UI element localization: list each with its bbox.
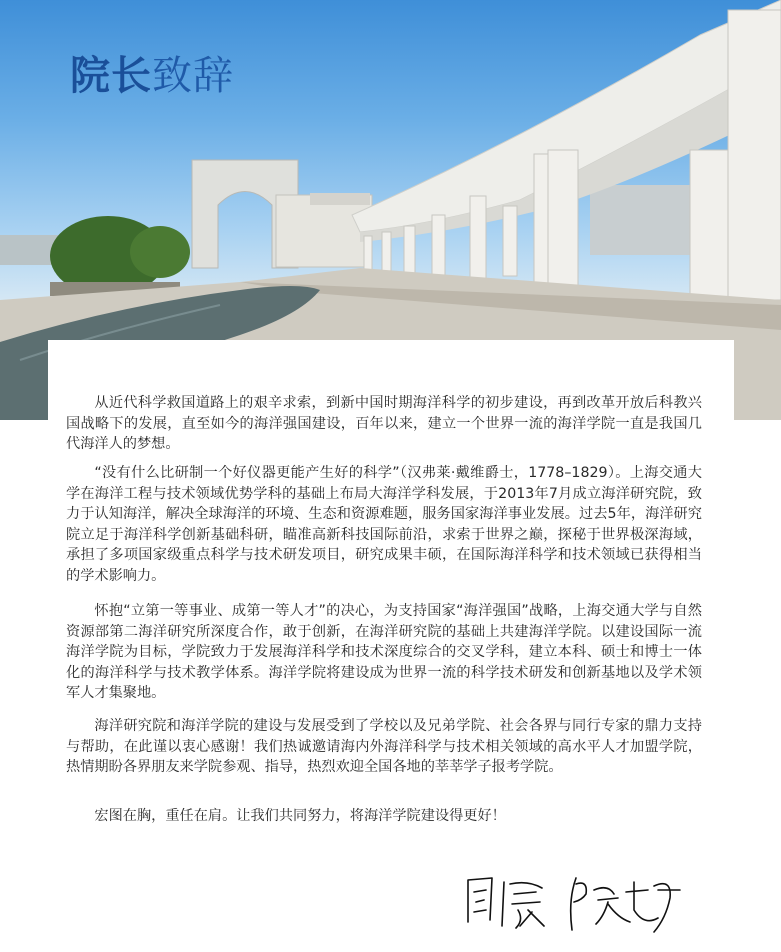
letter-paragraph-4: 海洋研究院和海洋学院的建设与发展受到了学校以及兄弟学院、社会各界与同行专家的鼎力支持与帮助，在此谨以衷心感谢！我们热诚邀请海内外海洋科学与技术相关领域的高水平人才加盟学院，热情期盼各界朋友来学院参观、指导，热烈欢迎全国各地的莘莘学子报考学院。	[66, 718, 702, 775]
letter-paragraph-2: “没有什么比研制一个好仪器更能产生好的科学”（汉弗莱·戴维爵士，1778–1829）。上海交通大学在海洋工程与技术领域优势学科的基础上布局大海洋学科发展，于2013年7月成立海洋研究院，致力于认知海洋，解决全球海洋的环境、生态和资源难题，服务国家海洋事业发展。过去5年，海洋研究院立足于海洋科学创新基础科研，瞄准高新科技国际前沿，求索于世界之巅，探秘于世界极深海域，承担了多项国家级重点科学与技术研发项目，研究成果丰硕，在国际海洋科学和技术领域已获得相当的学术影响力。	[66, 465, 702, 584]
letter-paragraph-1: 从近代科学救国道路上的艰辛求索，到新中国时期海洋科学的初步建设，再到改革开放后科教兴国战略下的发展，直至如今的海洋强国建设，百年以来，建立一个世界一流的海洋学院一直是我国几代海洋人的梦想。	[66, 395, 702, 452]
letter-paragraph-5: 宏图在胸，重任在肩。让我们共同努力，将海洋学院建设得更好！	[94, 808, 506, 824]
letter-paragraph-3: 怀抱“立第一等事业、成第一等人才”的决心，为支持国家“海洋强国”战略，上海交通大学与自然资源部第二海洋研究所深度合作，敢于创新，在海洋研究院的基础上共建海洋学院。以建设国际一流海洋学院为目标，学院致力于发展海洋科学和技术深度综合的交叉学科，建立本科、硕士和博士一体化的海洋科学与技术教学体系。海洋学院将建设成为世界一流的科学技术研发和创新基地以及学术领军人才集聚地。	[66, 603, 702, 701]
handwritten-signature	[458, 860, 688, 940]
page-title-rest: 致辞	[152, 53, 234, 99]
page-title	[70, 52, 234, 100]
page-title-strong: 院长	[70, 53, 152, 99]
